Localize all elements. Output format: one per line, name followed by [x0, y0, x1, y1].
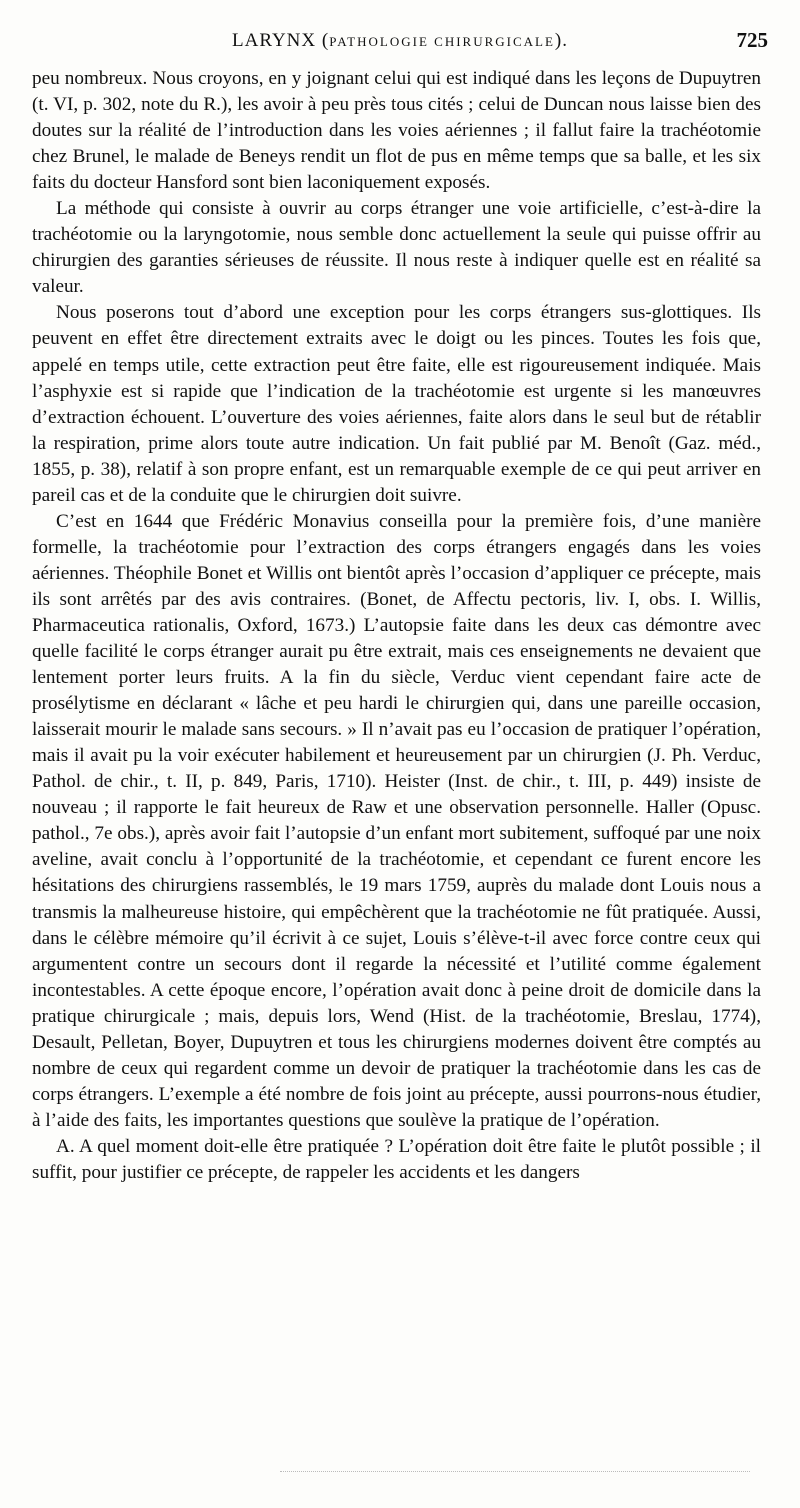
body-text	[32, 66, 761, 1186]
paragraph-exception: Nous poserons tout d’abord une exception pour les corps étrangers sus-glottiques. Ils peuvent en effet être directement extraits avec le doigt ou les pinces. Toutes les fois que, appelé en temps utile, cette extraction peut être faite, elle est rigoureusement indiquée. Mais l’asphyxie est si rapide que l’indication de la trachéotomie est urgente si les manœuvres d’extraction échouent. L’ouverture des voies aériennes, faite alors dans le seul but de rétablir la respiration, prime alors toute autre indication. Un fait publié par M. Benoît (Gaz. méd., 1855, p. 38), relatif à son propre enfant, est un remarquable exemple de ce qui peut arriver en pareil cas et de la conduite que le chirurgien doit suivre.	[32, 302, 761, 506]
paragraph-section-a: A. A quel moment doit-elle être pratiquée ? L’opération doit être faite le plutôt possible ; il suffit, pour justifier ce précepte, de rappeler les accidents et les dangers	[32, 1135, 761, 1183]
paragraph-method: La méthode qui consiste à ouvrir au corps étranger une voie artificielle, c’est-à-dire la trachéotomie ou la laryngotomie, nous semble donc actuellement la seule qui puisse offrir au chirurgien des garanties sérieuses de réussite. Il nous reste à indiquer quelle est en réalité sa valeur.	[32, 198, 761, 298]
running-title-main: LARYNX (	[232, 30, 330, 51]
page-header	[32, 30, 768, 62]
running-title	[32, 30, 768, 52]
paragraph-history: C’est en 1644 que Frédéric Monavius conseilla pour la première fois, d’une manière formelle, la trachéotomie pour l’extraction des corps étrangers engagés dans les voies aériennes. Théophile Bonet et Willis ont bientôt après l’occasion d’appliquer ce précepte, mais ils sont arrêtés par des avis contraires. (Bonet, de Affectu pectoris, liv. I, obs. I. Willis, Pharmaceutica rationalis, Oxford, 1673.) L’autopsie faite dans les deux cas démontre avec quelle facilité le corps étranger aurait pu être extrait, mais ces enseignements ne devaient que lentement porter leurs fruits. A la fin du siècle, Verduc vient cependant faire acte de prosélytisme en déclarant « lâche et peu hardi le chirurgien qui, dans une pareille occasion, laisserait mourir le malade sans secours. » Il n’avait pas eu l’occasion de pratiquer l’opération, mais il avait pu la voir exécuter habilement et heureusement par un chirurgien (J. Ph. Verduc, Pathol. de chir., t. II, p. 849, Paris, 1710). Heister (Inst. de chir., t. III, p. 449) insiste de nouveau ; il rapporte le fait heureux de Raw et une observation personnelle. Haller (Opusc. pathol., 7e obs.), après avoir fait l’autopsie d’un enfant mort subitement, suffoqué par une noix aveline, avait conclu à l’opportunité de la trachéotomie, et cependant ce furent encore les hésitations des chirurgiens rassemblés, le 19 mars 1759, auprès du malade dont Louis nous a transmis la malheureuse histoire, qui empêchèrent que la trachéotomie ne fût pratiquée. Aussi, dans le célèbre mémoire qu’il écrivit à ce sujet, Louis s’élève-t-il avec force contre ceux qui argumentent contre un secours dont il regarde la nécessité et l’utilité comme également incontestables. A cette époque encore, l’opération avait donc à peine droit de domicile dans la pratique chirurgicale ; mais, depuis lors, Wend (Hist. de la trachéotomie, Breslau, 1774), Desault, Pelletan, Boyer, Dupuytren et tous les chirurgiens modernes doivent être comptés au nombre de ceux qui regardent comme un devoir de pratiquer la trachéotomie dans les cas de corps étrangers. L’exemple a été nombre de fois joint au précepte, aussi pourrons-nous étudier, à l’aide des faits, les importantes questions que soulève la pratique de l’opération.	[32, 510, 761, 1131]
running-title-end: ).	[554, 30, 568, 51]
paragraph-continuation: peu nombreux. Nous croyons, en y joignant celui qui est indiqué dans les leçons de Dupuytren (t. VI, p. 302, note du R.), les avoir à peu près tous cités ; celui de Duncan nous laisse bien des doutes sur la réalité de l’introduction dans les voies aériennes ; il fallut faire la trachéotomie chez Brunel, le malade de Beneys rendit un flot de pus en même temps que sa balle, et les six faits du docteur Hansford sont bien laconiquement exposés.	[32, 68, 761, 194]
footer-faint-rule	[280, 1471, 750, 1473]
running-title-subtitle: PATHOLOGIE CHIRURGICALE	[329, 34, 555, 49]
page-number: 725	[736, 28, 768, 52]
